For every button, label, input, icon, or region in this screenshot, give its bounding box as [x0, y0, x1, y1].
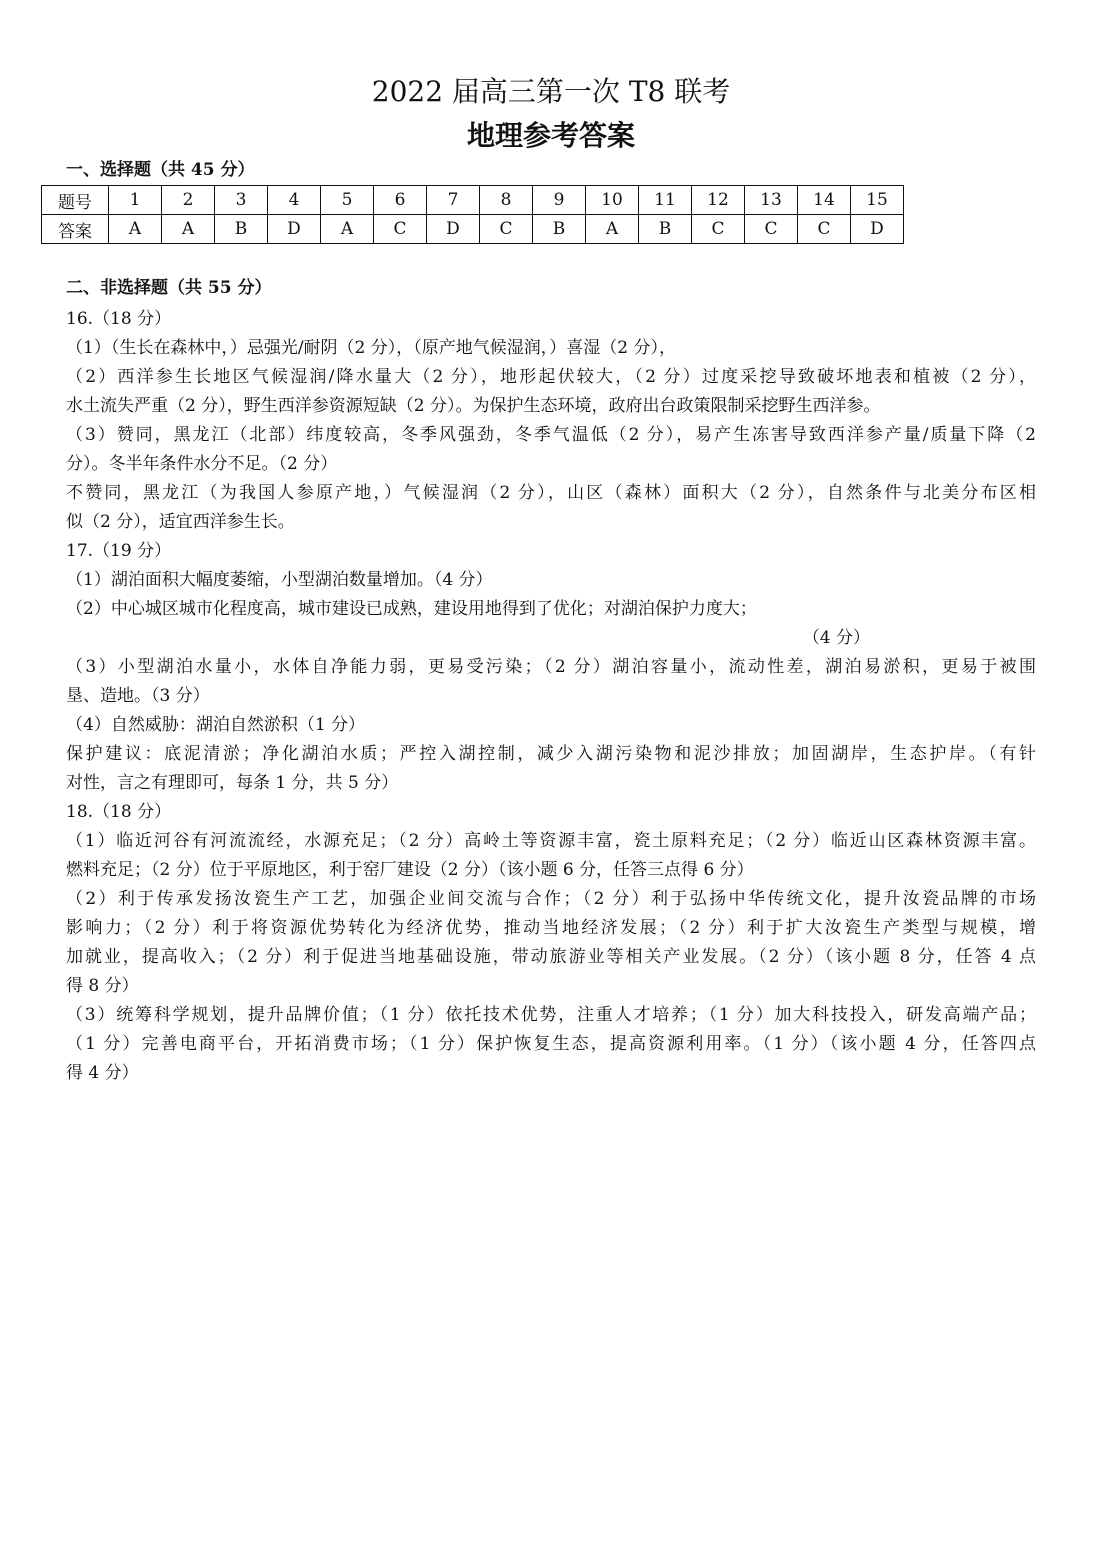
table-cell: 12 [692, 186, 745, 215]
table-cell: 3 [215, 186, 268, 215]
table-header-cell: 题号 [42, 186, 109, 215]
table-cell: 4 [268, 186, 321, 215]
answer-line-score: （4 分） [802, 628, 870, 648]
table-cell: 6 [374, 186, 427, 215]
answer-line: （3）小型湖泊水量小，水体自净能力弱，更易受污染；（2 分）湖泊容量小，流动性差，湖泊易淤积，更易于被围 [66, 657, 1036, 677]
question-heading: 16.（18 分） [66, 309, 172, 329]
table-cell: 14 [798, 186, 851, 215]
answer-line: （1）湖泊面积大幅度萎缩，小型湖泊数量增加。（4 分） [66, 570, 493, 590]
table-cell: 5 [321, 186, 374, 215]
section-heading-nonchoice: 二、非选择题（共 55 分） [66, 278, 272, 298]
answer-line: （1 分）完善电商平台，开拓消费市场；（1 分）保护恢复生态，提高资源利用率。（1 分）（该小题 4 分，任答四点 [66, 1034, 1036, 1054]
table-cell: A [586, 215, 639, 244]
table-cell: 9 [533, 186, 586, 215]
table-cell: 13 [745, 186, 798, 215]
table-cell: D [268, 215, 321, 244]
answer-line: 不赞同，黑龙江（为我国人参原产地，）气候湿润（2 分），山区（森林）面积大（2 分），自然条件与北美分布区相 [66, 483, 1036, 503]
table-cell: A [109, 215, 162, 244]
question-heading: 17.（19 分） [66, 541, 172, 561]
table-row-answers [42, 215, 904, 244]
answer-line: 保护建议：底泥清淤；净化湖泊水质；严控入湖控制，减少入湖污染物和泥沙排放；加固湖岸，生态护岸。（有针 [66, 744, 1036, 764]
table-cell: 7 [427, 186, 480, 215]
question-heading: 18.（18 分） [66, 802, 172, 822]
answer-line: （4）自然威胁：湖泊自然淤积（1 分） [66, 715, 366, 735]
answer-line: （2）中心城区城市化程度高，城市建设已成熟，建设用地得到了优化；对湖泊保护力度大； [66, 599, 757, 619]
table-cell: C [374, 215, 427, 244]
answer-line: （2）西洋参生长地区气候湿润/降水量大（2 分），地形起伏较大，（2 分）过度采挖导致破坏地表和植被（2 分）， [66, 367, 1036, 387]
table-cell: B [215, 215, 268, 244]
table-cell: D [427, 215, 480, 244]
table-cell: B [533, 215, 586, 244]
answer-line: （2）利于传承发扬汝瓷生产工艺，加强企业间交流与合作；（2 分）利于弘扬中华传统文化，提升汝瓷品牌的市场 [66, 889, 1036, 909]
table-header-cell: 答案 [42, 215, 109, 244]
answer-line: 得 8 分） [66, 976, 139, 996]
answer-line: 对性，言之有理即可，每条 1 分，共 5 分） [66, 773, 399, 793]
answer-line: （1）临近河谷有河流流经，水源充足；（2 分）高岭土等资源丰富，瓷土原料充足；（2 分）临近山区森林资源丰富。 [66, 831, 1036, 851]
table-cell: A [321, 215, 374, 244]
table-cell: B [639, 215, 692, 244]
table-cell: A [162, 215, 215, 244]
section-heading-choice: 一、选择题（共 45 分） [66, 160, 255, 180]
table-cell: 1 [109, 186, 162, 215]
table-cell: 2 [162, 186, 215, 215]
table-cell: 10 [586, 186, 639, 215]
table-row-numbers [42, 186, 904, 215]
answer-line: 燃料充足；（2 分）位于平原地区，利于窑厂建设（2 分）（该小题 6 分，任答三点得 6 分） [66, 860, 754, 880]
table-cell: 8 [480, 186, 533, 215]
table-cell: D [851, 215, 904, 244]
answer-line: 似（2 分），适宜西洋参生长。 [66, 512, 295, 532]
document-title: 2022 届高三第一次 T8 联考 [371, 75, 731, 108]
table-cell: C [480, 215, 533, 244]
answer-line: 得 4 分） [66, 1063, 139, 1083]
table-cell: 11 [639, 186, 692, 215]
document-subtitle: 地理参考答案 [466, 119, 635, 152]
answer-line: 影响力；（2 分）利于将资源优势转化为经济优势，推动当地经济发展；（2 分）利于扩大汝瓷生产类型与规模，增 [66, 918, 1036, 938]
table-cell: C [692, 215, 745, 244]
answer-line: 垦、造地。（3 分） [66, 686, 210, 706]
table-cell: C [798, 215, 851, 244]
answer-line: 加就业，提高收入；（2 分）利于促进当地基础设施，带动旅游业等相关产业发展。（2 分）（该小题 8 分，任答 4 点 [66, 947, 1036, 967]
answer-line: 分）。冬半年条件水分不足。（2 分） [66, 454, 338, 474]
table-cell: 15 [851, 186, 904, 215]
answer-line: （3）赞同，黑龙江（北部）纬度较高，冬季风强劲，冬季气温低（2 分），易产生冻害导致西洋参产量/质量下降（2 [66, 425, 1036, 445]
answer-body [66, 305, 1036, 1088]
answer-table [41, 185, 904, 244]
answer-line: 水土流失严重（2 分），野生西洋参资源短缺（2 分）。为保护生态环境，政府出台政策限制采挖野生西洋参。 [66, 396, 881, 416]
answer-line: （3）统筹科学规划，提升品牌价值；（1 分）依托技术优势，注重人才培养；（1 分）加大科技投入，研发高端产品； [66, 1005, 1036, 1025]
answer-line: （1）（生长在森林中，）忌强光/耐阴（2 分），（原产地气候湿润，）喜湿（2 分）， [66, 338, 676, 358]
table-cell: C [745, 215, 798, 244]
